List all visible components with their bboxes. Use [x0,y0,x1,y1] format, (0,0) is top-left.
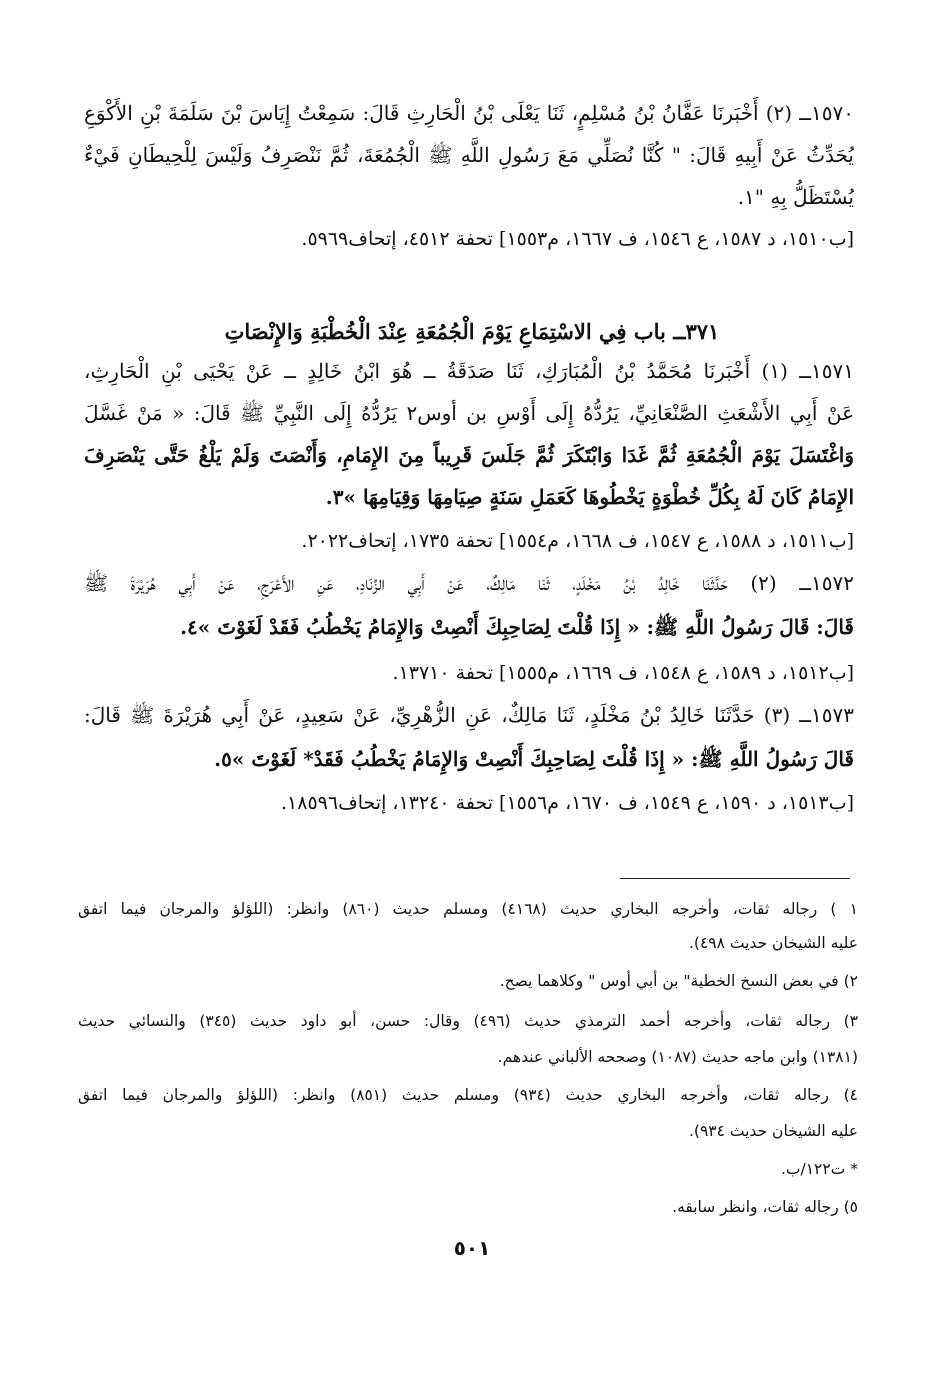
footnote-3-line-2: (١٣٨١) وابن ماجه حديث (١٠٨٧) وصححه الألباني عندهم. [497,1048,858,1066]
hadith-1570-line-2: يُحَدِّثُ عَنْ أَبِيهِ قَالَ: " كُنَّا نُصَلِّي مَعَ رَسُولِ اللَّهِ ﷺ الْجُمُعَةَ، ثُمَّ نَنْصَرِفُ وَلَيْسَ لِلْحِيطَانِ فَيْءٌ [84,143,854,167]
hadith-1570-line-1: ١٥٧٠ــ (٢) أَخْبَرنَا عَفَّانُ بْنُ مُسْلِمٍ، ثَنَا يَعْلَى بْنُ الْحَارِثِ قَالَ: سَمِعْتُ إِيَاسَ بْنَ سَلَمَةَ بْنِ الأَكْوَعِ [84,101,854,125]
footnote-separator [620,878,850,879]
footnote-3-line-1: ٣) رجاله ثقات، وأخرجه أحمد الترمذي حديث (٤٩٦) وقال: حسن، أبو داود حديث (٣٤٥) والنسائي حديث [78,1012,858,1030]
footnote-1-line-2: عليه الشيخان حديث ٤٩٨). [688,934,858,952]
hadith-1573-reference: [ب١٥١٣، د ١٥٩٠، ع ١٥٤٩، ف ١٦٧٠، م١٥٥٦] تحفة ١٣٢٤٠، إتحاف١٨٥٩٦. [280,792,854,814]
hadith-1572-reference: [ب١٥١٢، د ١٥٨٩، ع ١٥٤٨، ف ١٦٦٩، م١٥٥٥] تحفة ١٣٧١٠. [392,662,854,684]
hadith-1570-line-3: يُسْتَظَلُّ بِهِ "١. [737,185,854,209]
hadith-1573-line-1: ١٥٧٣ــ (٣) حَدَّثَنَا خَالِدُ بْنُ مَخْلَدٍ، ثَنَا مَالِكٌ، عَنِ الزُّهْرِيِّ، عَنْ سَعِيدٍ، عَنْ أَبِي هُرَيْرَةَ ﷺ قَالَ: [84,703,854,727]
footnote-4-line-1: ٤) رجاله ثقات، وأخرجه البخاري حديث (٩٣٤) ومسلم حديث (٨٥١) وانظر: (اللؤلؤ والمرجان فيما اتفق [78,1086,858,1104]
hadith-1572-line-1: ١٥٧٢ــ (٢) حَدَّثَنَا خَالِدُ بْنُ مَخْلَدٍ، ثَنَا مَالِكٌ، عَنْ أَبِي الزِّنَادِ، عَنِ الأَعْرَجِ، عَنْ أَبِي هُرَيْرَةَ ﷺ [84,571,854,595]
footnote-5: ٥) رجاله ثقات، وانظر سابقه. [672,1198,858,1216]
footnote-1-line-1: ١ ) رجاله ثقات، وأخرجه البخاري حديث (٤١٦٨) ومسلم حديث (٨٦٠) وانظر: (اللؤلؤ والمرجان فيما اتفق [78,900,858,918]
hadith-1573-line-2: قَالَ رَسُولُ اللَّهِ ﷺ: « إِذَا قُلْتَ لِصَاحِبِكَ أَنْصِتْ وَالإِمَامُ يَخْطُبُ فَقَدْ* لَغَوْتَ »٥. [214,747,854,771]
chapter-title: ٣٧١ــ باب فِي الاسْتِمَاعِ يَوْمَ الْجُمُعَةِ عِنْدَ الْخُطْبَةِ وَالإِنْصَاتِ [224,319,720,344]
hadith-1571-line-3: وَاغْتَسَلَ يَوْمَ الْجُمُعَةِ ثُمَّ غَدَا وَابْتَكَرَ ثُمَّ جَلَسَ قَرِيباً مِنَ الإِمَامِ، وَأَنْصَتَ وَلَمْ يَلْغُ حَتَّى يَنْصَرِفَ [84,443,854,467]
footnote-2: ٢) في بعض النسخ الخطية" بن أبي أوس " وكلاهما يصح. [499,972,858,990]
hadith-1571-reference: [ب١٥١١، د ١٥٨٨، ع ١٥٤٧، ف ١٦٦٨، م١٥٥٤] تحفة ١٧٣٥، إتحاف٢٠٢٢. [301,530,854,552]
folio-marker: * ت١٢٢/ب. [780,1160,858,1178]
footnote-4-line-2: عليه الشيخان حديث ٩٣٤). [688,1122,858,1140]
hadith-1571-line-4: الإِمَامُ كَانَ لَهُ بِكُلِّ خُطْوَةٍ يَخْطُوهَا كَعَمَلِ سَنَةٍ صِيَامِهَا وَقِيَامِهَا »٣. [325,485,854,509]
hadith-1572-line-2: قَالَ: قَالَ رَسُولُ اللَّهِ ﷺ: « إِذَا قُلْتَ لِصَاحِبِكَ أَنْصِتْ وَالإِمَامُ يَخْطُبُ فَقَدْ لَغَوْتَ »٤. [180,615,854,639]
hadith-1570-reference: [ب١٥١٠، د ١٥٨٧، ع ١٥٤٦، ف ١٦٦٧، م١٥٥٣] تحفة ٤٥١٢، إتحاف٥٩٦٩. [301,228,854,250]
hadith-1571-line-2: عَنْ أَبِي الأَشْعَثِ الصَّنْعَانِيِّ، يَرُدُّهُ إِلَى أَوْسِ بن أوس٢ يَرُدُّهُ إِلَى النَّبِيِّ ﷺ قَالَ: « مَنْ غَسَّلَ [84,401,854,425]
page-number: ٥٠١ [453,1236,491,1260]
hadith-1571-line-1: ١٥٧١ــ (١) أَخْبَرنَا مُحَمَّدُ بْنُ الْمُبَارَكِ، ثَنَا صَدَقَةُ ــ هُوَ ابْنُ خَالِدٍ ــ عَنْ يَحْيَى بْنِ الْحَارِثِ، [84,359,854,383]
